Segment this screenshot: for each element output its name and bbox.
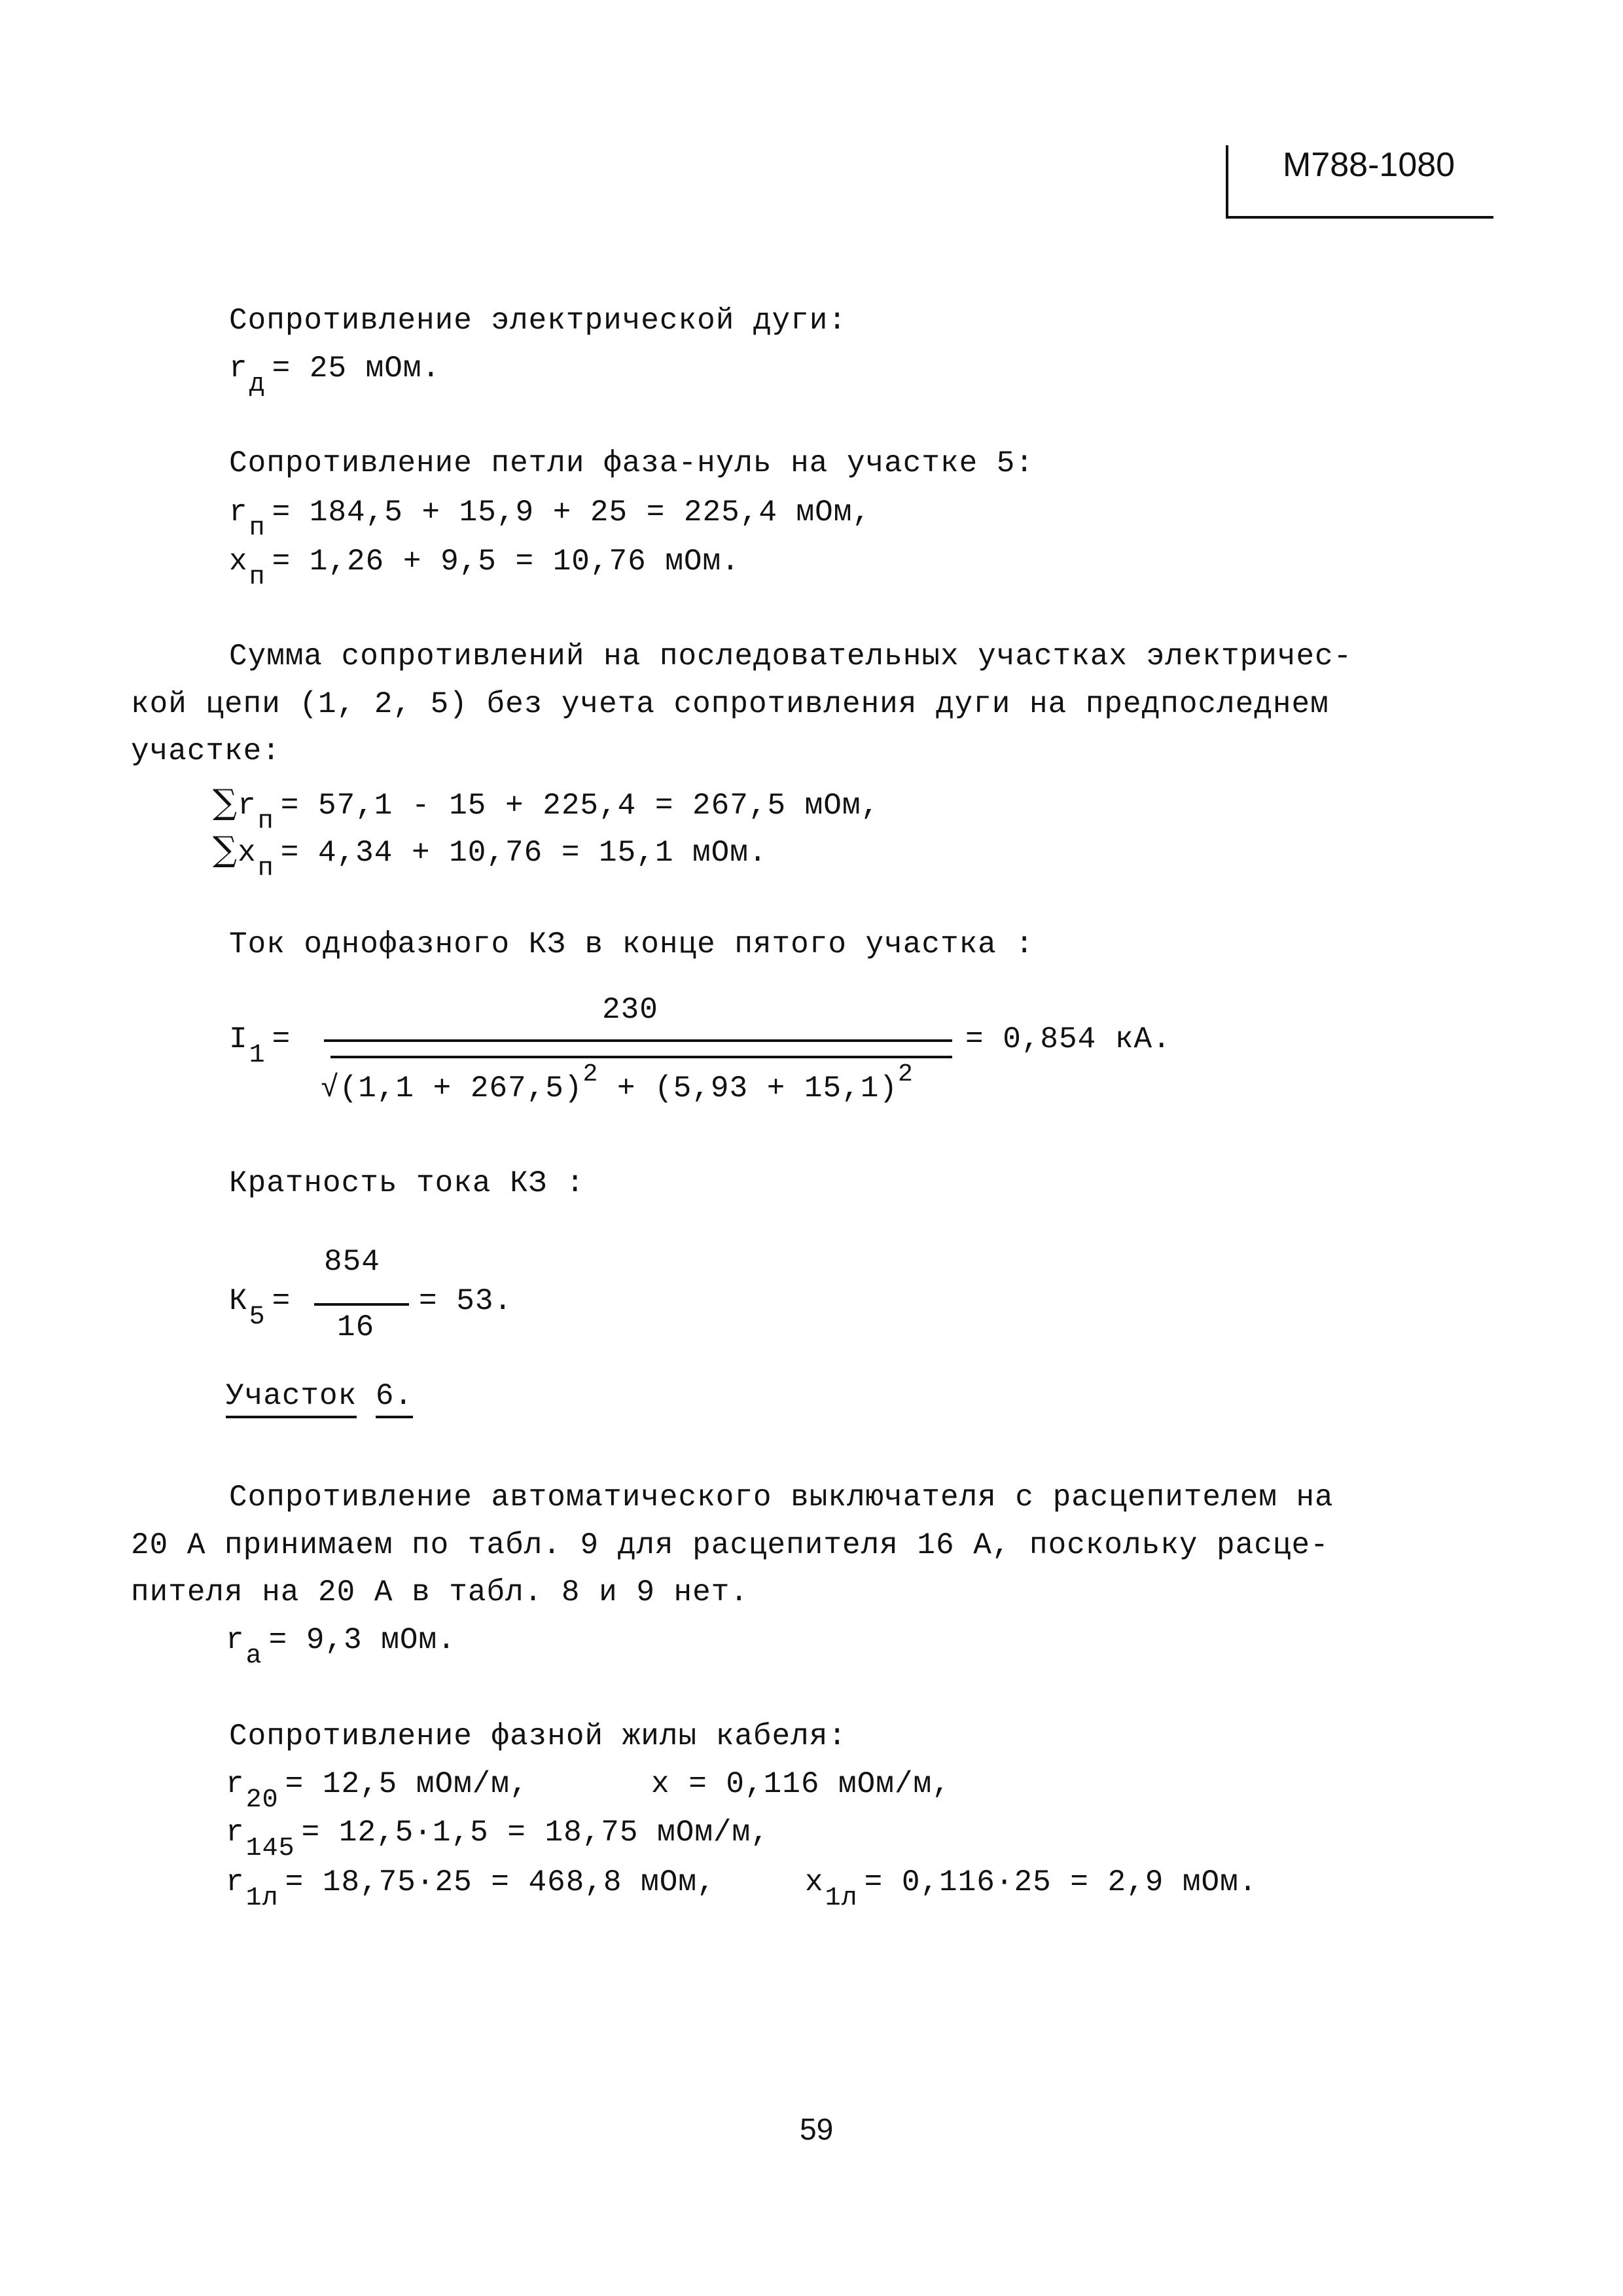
sum-r-equation	[213, 783, 880, 836]
fraction-line	[324, 1039, 952, 1042]
symbol: r	[226, 1767, 245, 1801]
equation-rhs: = 9,3 мОм.	[268, 1623, 456, 1657]
symbol: x	[238, 836, 257, 870]
equation-rhs: = 0,116 мОм/м,	[688, 1767, 951, 1801]
exponent: 2	[897, 1060, 914, 1088]
ratio-fraction-line	[314, 1303, 409, 1306]
loop-x-equation	[229, 543, 740, 592]
subscript: 5	[249, 1302, 266, 1332]
ratio-numerator: 854	[324, 1245, 380, 1279]
symbol: x	[651, 1767, 670, 1801]
denominator-part-b: + (5,93 + 15,1)	[598, 1071, 898, 1105]
subscript: 1	[249, 1041, 266, 1070]
subscript: 1л	[245, 1884, 279, 1913]
sigma-symbol: ∑	[213, 830, 238, 869]
sum-x-equation	[213, 830, 768, 884]
current-numerator: 230	[602, 993, 658, 1027]
symbol: r	[226, 1623, 245, 1657]
arc-equation	[229, 350, 441, 399]
symbol: r	[226, 1865, 245, 1899]
document-code: М788-1080	[1283, 146, 1455, 184]
symbol: x	[805, 1865, 824, 1899]
subscript: п	[257, 807, 274, 836]
subscript: 145	[245, 1834, 295, 1863]
equation-rhs: = 184,5 + 15,9 + 25 = 225,4 мОм,	[272, 495, 871, 529]
equation-rhs: = 25 мОм.	[272, 351, 441, 386]
symbol: r	[229, 351, 248, 386]
symbol: r	[238, 789, 257, 823]
subscript: п	[249, 514, 266, 543]
current-result: = 0,854 кА.	[965, 1022, 1171, 1056]
ratio-lhs	[229, 1283, 291, 1332]
breaker-para-line-1: Сопротивление автоматического выключателя с расцепителем на	[229, 1480, 1334, 1515]
ratio-result: = 53.	[419, 1284, 513, 1318]
current-denominator	[321, 1060, 914, 1109]
equation-rhs: = 12,5·1,5 = 18,75 мОм/м,	[301, 1816, 770, 1850]
exponent: 2	[582, 1060, 599, 1088]
current-title: Ток однофазного КЗ в конце пятого участка :	[229, 927, 1034, 961]
symbol: I	[229, 1022, 248, 1056]
section-heading	[226, 1378, 413, 1414]
symbol: К	[229, 1284, 248, 1318]
breaker-para-line-3: пителя на 20 А в табл. 8 и 9 нет.	[131, 1575, 749, 1609]
subscript: 20	[245, 1785, 279, 1815]
loop-title: Сопротивление петли фаза-нуль на участке 5:	[229, 446, 1034, 480]
sum-para-line-3: участке:	[131, 734, 281, 768]
cable-x1l-equation	[805, 1864, 1258, 1913]
subscript: 1л	[825, 1884, 858, 1913]
symbol: x	[229, 545, 248, 579]
breaker-equation	[226, 1622, 456, 1671]
sum-para-line-1: Сумма сопротивлений на последовательных участках электричес-	[229, 639, 1353, 673]
breaker-para-line-2: 20 А принимаем по табл. 9 для расцепителя 16 А, поскольку расце-	[131, 1528, 1329, 1562]
equation-rhs: = 4,34 + 10,76 = 15,1 мОм.	[280, 836, 768, 870]
subscript: а	[245, 1641, 262, 1671]
arc-title: Сопротивление электрической дуги:	[229, 304, 847, 338]
ratio-denominator: 16	[337, 1310, 375, 1344]
equals-sign: =	[272, 1284, 291, 1318]
subscript: п	[257, 854, 274, 884]
ratio-title: Кратность тока КЗ :	[229, 1166, 585, 1200]
sum-para-line-2: кой цепи (1, 2, 5) без учета сопротивления дуги на предпоследнем	[131, 687, 1329, 721]
equation-rhs: = 12,5 мОм/м,	[285, 1767, 529, 1801]
equation-rhs: = 0,116·25 = 2,9 мОм.	[864, 1865, 1258, 1899]
cable-r20-equation	[226, 1766, 529, 1815]
cable-x-equation	[651, 1766, 951, 1803]
sigma-symbol: ∑	[213, 783, 238, 822]
cable-r145-equation	[226, 1814, 770, 1863]
section-heading-number: 6.	[376, 1379, 413, 1418]
symbol: r	[226, 1816, 245, 1850]
subscript: п	[249, 563, 266, 592]
symbol: r	[229, 495, 248, 529]
equation-rhs: = 1,26 + 9,5 = 10,76 мОм.	[272, 545, 740, 579]
page-number: 59	[800, 2112, 834, 2146]
section-heading-word: Участок	[226, 1379, 357, 1418]
loop-r-equation	[229, 494, 871, 543]
current-lhs	[229, 1021, 291, 1070]
equation-rhs: = 18,75·25 = 468,8 мОм,	[285, 1865, 716, 1899]
cable-r1l-equation	[226, 1864, 716, 1913]
equals-sign: =	[272, 1022, 291, 1056]
equation-rhs: = 57,1 - 15 + 225,4 = 267,5 мОм,	[280, 789, 880, 823]
fraction-line-lower	[330, 1056, 952, 1058]
subscript: д	[249, 370, 266, 399]
cable-title: Сопротивление фазной жилы кабеля:	[229, 1719, 847, 1753]
denominator-part-a: √(1,1 + 267,5)	[321, 1071, 583, 1105]
